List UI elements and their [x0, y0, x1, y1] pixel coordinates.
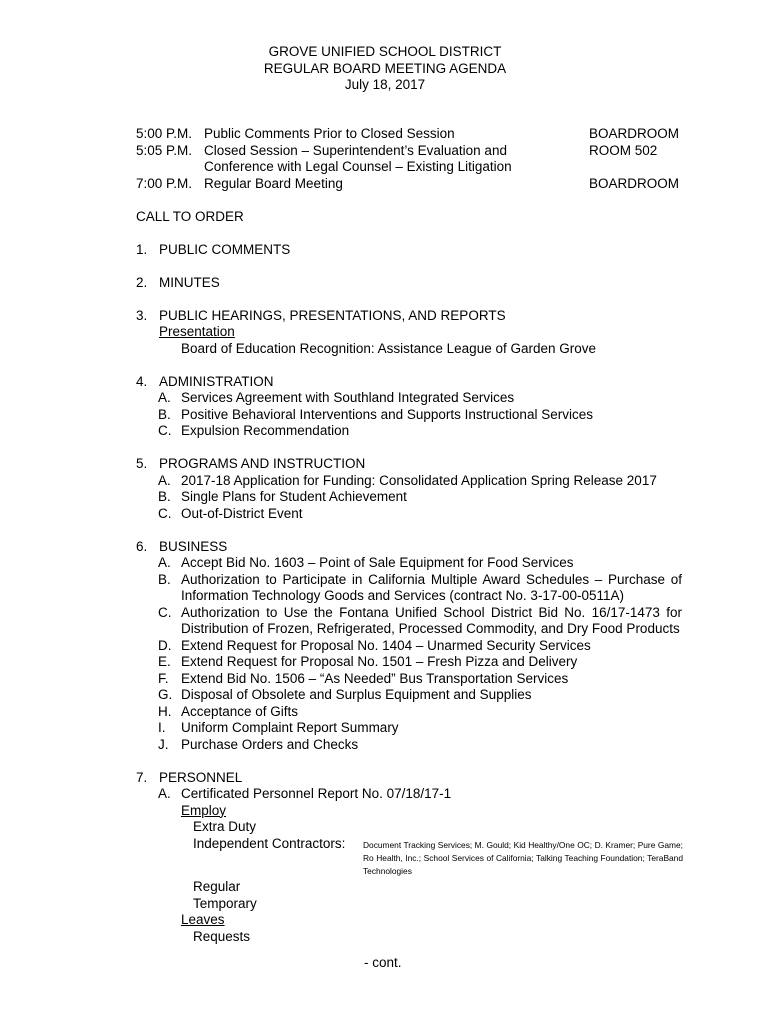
item-text: Single Plans for Student Achievement [181, 489, 407, 504]
schedule-time: 5:00 P.M. [136, 126, 193, 141]
item-letter: A. [158, 390, 171, 405]
item-text: Disposal of Obsolete and Surplus Equipment and Supplies [181, 687, 532, 702]
section-number: 7. [136, 769, 148, 785]
schedule-time: 5:05 P.M. [136, 142, 193, 158]
agenda-item [136, 423, 682, 440]
agenda-item [136, 638, 682, 655]
subheading-employ: Employ [181, 802, 227, 818]
agenda-item [136, 506, 682, 523]
schedule-row [136, 143, 682, 160]
contractors-list: Document Tracking Services; M. Gould; Kid Healthy/One OC; D. Kramer; Pure Game; Ro Health, Inc.; School Services of California; Talking Teaching Foundation; TeraBand Technologies [363, 839, 683, 877]
item-letter: C. [158, 423, 172, 438]
item-text: Extend Bid No. 1506 – “As Needed” Bus Transportation Services [181, 670, 569, 686]
item-letter: A. [158, 555, 171, 570]
item-text: Extend Request for Proposal No. 1404 – Unarmed Security Services [181, 637, 591, 653]
item-letter: H. [158, 703, 172, 719]
item-letter: I. [158, 720, 166, 735]
agenda-item [136, 555, 682, 572]
item-text: Acceptance of Gifts [181, 703, 299, 719]
leaves-requests: Requests [193, 928, 251, 944]
agenda-item [136, 786, 682, 803]
item-letter: D. [158, 637, 172, 653]
district-name: GROVE UNIFIED SCHOOL DISTRICT [268, 44, 502, 59]
schedule-row [136, 159, 682, 176]
schedule-location: ROOM 502 [589, 142, 658, 158]
agenda-header [0, 44, 770, 94]
section-number: 5. [136, 456, 148, 471]
section-title: ADMINISTRATION [159, 373, 274, 389]
agenda-item [136, 407, 682, 424]
agenda-item [136, 605, 682, 638]
section-public-comments [136, 242, 682, 259]
item-letter: J. [158, 736, 169, 752]
subheading-leaves: Leaves [181, 912, 225, 927]
agenda-item [136, 720, 682, 737]
item-text: Authorization to Participate in California Multiple Award Schedules – Purchase of Information Technology Goods and Services (contract No. 3-17-00-0511A) [181, 571, 682, 603]
agenda-item [136, 654, 682, 671]
schedule-title: Public Comments Prior to Closed Session [204, 126, 455, 141]
item-text: Services Agreement with Southland Integrated Services [181, 390, 515, 405]
section-title: PROGRAMS AND INSTRUCTION [159, 456, 366, 471]
item-text: Accept Bid No. 1603 – Point of Sale Equipment for Food Services [181, 555, 574, 570]
schedule-title: Closed Session – Superintendent’s Evaluation and [204, 142, 507, 158]
item-text: Positive Behavioral Interventions and Supports Instructional Services [181, 406, 593, 422]
employ-temporary: Temporary [193, 895, 257, 911]
agenda-item [136, 687, 682, 704]
schedule-row [136, 176, 682, 193]
section-title: MINUTES [159, 274, 220, 290]
item-letter: G. [158, 687, 173, 702]
subheading-presentation: Presentation [159, 324, 235, 339]
section-business [136, 539, 682, 754]
item-letter: A. [158, 786, 171, 801]
section-personnel [136, 770, 682, 946]
item-text: Extend Request for Proposal No. 1501 – Fresh Pizza and Delivery [181, 654, 578, 669]
agenda-title: REGULAR BOARD MEETING AGENDA [263, 60, 507, 76]
section-number: 6. [136, 538, 148, 554]
item-letter: F. [158, 670, 169, 686]
agenda-item [136, 473, 682, 490]
section-number: 4. [136, 373, 148, 389]
agenda-item [136, 572, 682, 605]
schedule-title: Regular Board Meeting [204, 175, 343, 191]
agenda-item [136, 704, 682, 721]
section-number: 1. [136, 241, 148, 257]
item-letter: B. [158, 406, 171, 422]
schedule-location: BOARDROOM [589, 126, 680, 141]
section-programs [136, 456, 682, 522]
agenda-item [136, 671, 682, 688]
meeting-date: July 18, 2017 [344, 77, 426, 92]
section-title: BUSINESS [159, 538, 228, 554]
item-letter: C. [158, 505, 172, 521]
section-title: PUBLIC HEARINGS, PRESENTATIONS, AND REPORTS [159, 307, 506, 323]
independent-contractors-row [136, 835, 683, 877]
item-letter: A. [158, 472, 171, 488]
schedule-time: 7:00 P.M. [136, 175, 193, 191]
schedule-row [136, 126, 682, 143]
agenda-item [136, 489, 682, 506]
section-title: PERSONNEL [159, 769, 243, 785]
call-to-order: CALL TO ORDER [136, 208, 244, 224]
item-text: Authorization to Use the Fontana Unified School District Bid No. 16/17-1473 for Distribution of Frozen, Refrigerated, Processed Commodity, and Dry Food Products [181, 604, 682, 636]
agenda-item [136, 737, 682, 754]
section-number: 2. [136, 274, 148, 290]
presentation-item: Board of Education Recognition: Assistance League of Garden Grove [181, 340, 597, 356]
item-text: Purchase Orders and Checks [181, 736, 359, 752]
section-minutes [136, 275, 682, 292]
independent-contractors-label: Independent Contractors: [193, 835, 346, 851]
agenda-item [136, 390, 682, 407]
agenda-body [136, 126, 682, 945]
schedule-location: BOARDROOM [589, 175, 680, 191]
employ-extra-duty: Extra Duty [193, 819, 257, 834]
employ-regular: Regular [193, 879, 241, 894]
item-letter: E. [158, 654, 171, 669]
item-text: Certificated Personnel Report No. 07/18/17-1 [181, 786, 452, 801]
item-letter: B. [158, 571, 171, 587]
item-letter: B. [158, 489, 171, 504]
item-text: Uniform Complaint Report Summary [181, 720, 399, 735]
section-title: PUBLIC COMMENTS [159, 241, 291, 257]
section-administration [136, 374, 682, 440]
item-text: Expulsion Recommendation [181, 423, 350, 438]
schedule-block [136, 126, 682, 192]
section-number: 3. [136, 307, 148, 323]
section-public-hearings [136, 308, 682, 358]
continued-marker: - cont. [364, 955, 402, 970]
schedule-title: Conference with Legal Counsel – Existing Litigation [204, 159, 512, 174]
item-text: 2017-18 Application for Funding: Consolidated Application Spring Release 2017 [181, 472, 657, 488]
item-text: Out-of-District Event [181, 505, 303, 521]
item-letter: C. [158, 604, 172, 620]
